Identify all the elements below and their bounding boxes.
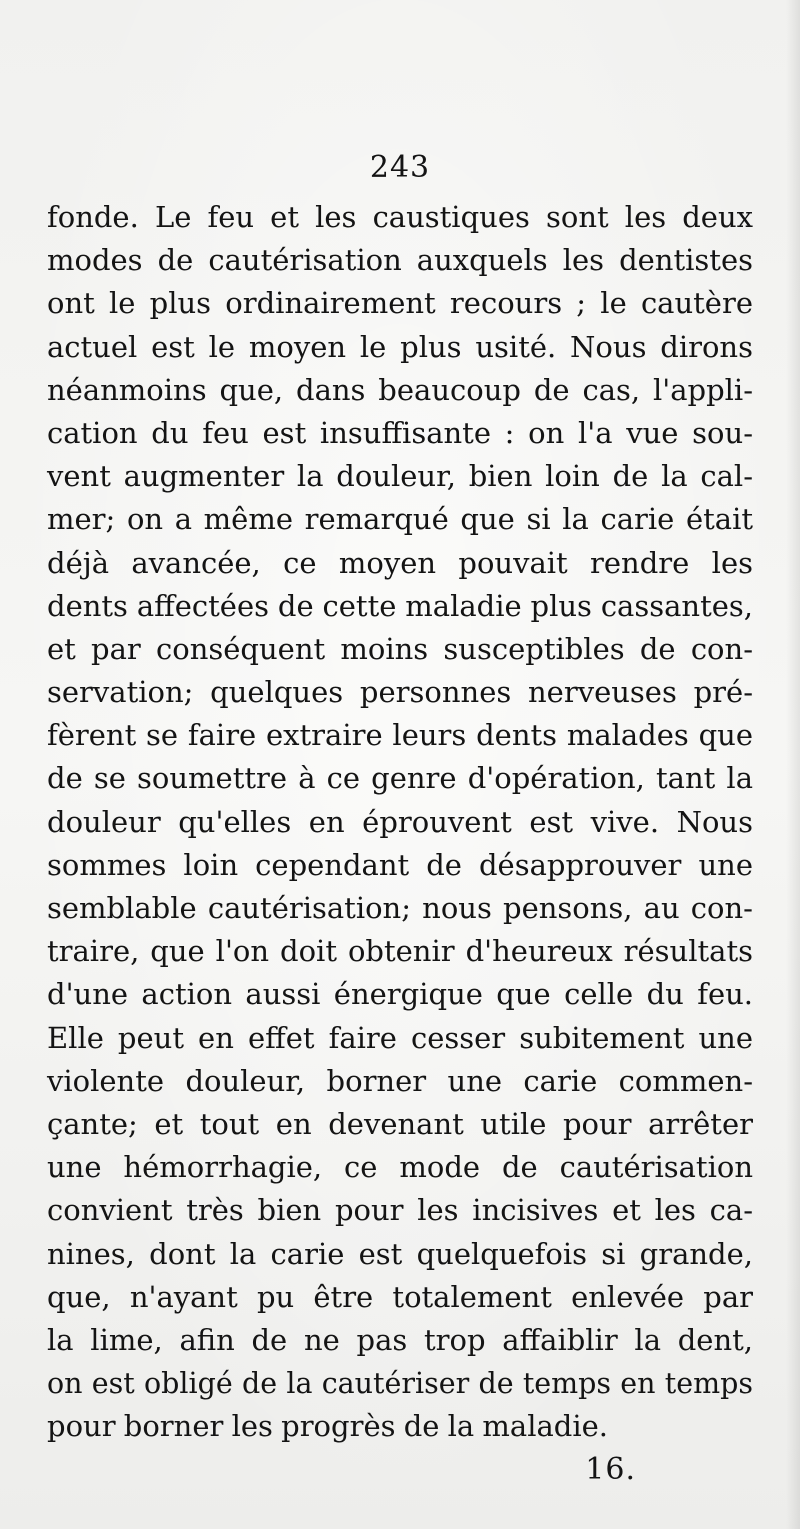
text-line: servation; quelques personnes nerveuses pré- (47, 675, 753, 710)
text-line: la lime, afin de ne pas trop affaiblir la dent, (47, 1322, 753, 1357)
body-text (47, 196, 753, 1448)
text-line: cation du feu est insuffisante : on l'a vue sou- (47, 415, 753, 450)
text-line: ont le plus ordinairement recours ; le cautère (47, 286, 753, 321)
text-line: déjà avancée, ce moyen pouvait rendre les (47, 545, 753, 580)
text-line-last: pour borner les progrès de la maladie. (47, 1409, 609, 1444)
text-line: convient très bien pour les incisives et les ca- (47, 1193, 753, 1228)
text-line: traire, que l'on doit obtenir d'heureux résultats (47, 934, 753, 969)
text-line: d'une action aussi énergique que celle du feu. (47, 977, 753, 1012)
text-line: néanmoins que, dans beaucoup de cas, l'appli- (47, 372, 753, 407)
text-line: semblable cautérisation; nous pensons, au con- (47, 891, 753, 925)
text-line: actuel est le moyen le plus usité. Nous dirons (47, 329, 753, 364)
text-line: vent augmenter la douleur, bien loin de la cal- (47, 459, 753, 494)
signature-mark: 16. (585, 1452, 636, 1487)
text-line: fonde. Le feu et les caustiques sont les deux (47, 200, 753, 234)
text-line: une hémorrhagie, ce mode de cautérisation (47, 1150, 753, 1185)
text-line: de se soumettre à ce genre d'opération, tant la (47, 761, 753, 796)
page-number: 243 (369, 150, 431, 185)
text-line: çante; et tout en devenant utile pour arrêter (47, 1106, 753, 1141)
text-line: on est obligé de la cautériser de temps en temps (47, 1367, 753, 1401)
text-line: douleur qu'elles en éprouvent est vive. Nous (47, 804, 753, 839)
page-edge-shadow (786, 0, 800, 1529)
text-line: dents affectées de cette maladie plus cassantes, (47, 588, 753, 623)
text-line: modes de cautérisation auxquels les dentistes (47, 243, 753, 278)
text-line: et par conséquent moins susceptibles de con- (47, 631, 753, 666)
text-line: Elle peut en effet faire cesser subitement une (47, 1020, 753, 1055)
text-line: nines, dont la carie est quelquefois si grande, (47, 1236, 753, 1271)
text-line: que, n'ayant pu être totalement enlevée par (47, 1279, 753, 1314)
text-line: sommes loin cependant de désapprouver une (47, 847, 753, 882)
text-line: mer; on a même remarqué que si la carie était (47, 502, 753, 537)
text-line: violente douleur, borner une carie commen- (47, 1063, 753, 1098)
text-line: fèrent se faire extraire leurs dents malades que (47, 718, 753, 753)
